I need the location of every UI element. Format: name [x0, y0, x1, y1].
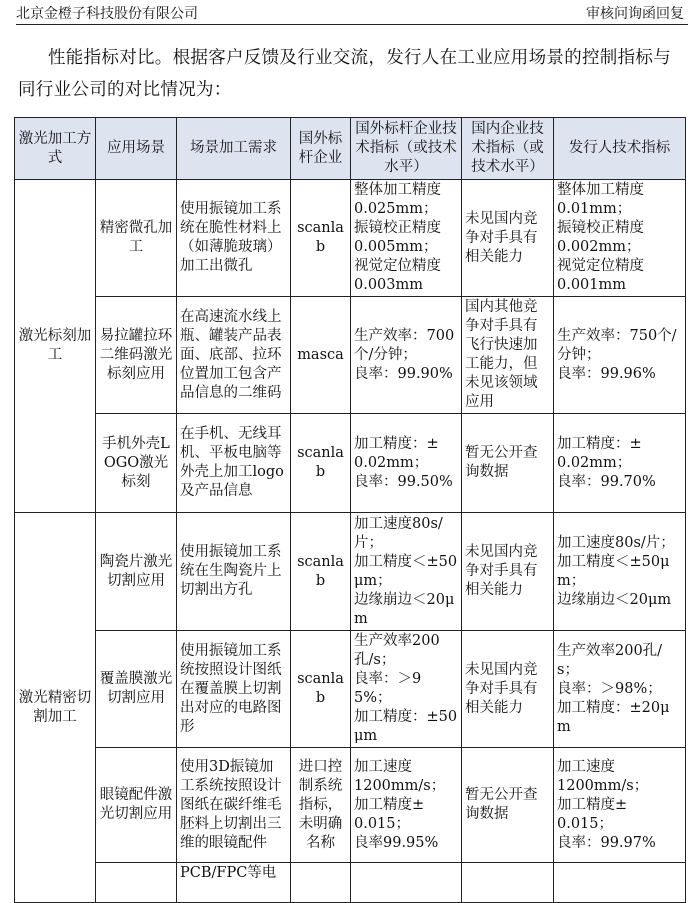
table-row	[15, 180, 686, 297]
domestic-cell: 国内其他竞争对手具有飞行快速加工能力，但未见该领域应用	[462, 297, 554, 414]
issuer-cell	[554, 748, 686, 863]
foreign-cell: scanlab	[291, 414, 351, 513]
col-header-domestic: 国内企业技术指标（或技术水平）	[462, 118, 554, 180]
need-cell: 在手机、无线耳机、平板电脑等外壳上加工logo及产品信息	[177, 414, 291, 513]
need-cell: 使用振镜加工系统在脆性材料上（如薄脆玻璃）加工出微孔	[177, 180, 291, 297]
domestic-cell	[462, 863, 554, 903]
table-header-row	[15, 118, 686, 180]
method-cell: 激光精密切割加工	[15, 513, 96, 903]
scene-cell: 眼镜配件激光切割应用	[96, 748, 177, 863]
domestic-cell: 未见国内竞争对手具有相关能力	[462, 180, 554, 297]
issuer-cell	[554, 513, 686, 631]
need-cell: 在高速流水线上瓶、罐装产品表面、底部、拉环位置加工包含产品信息的二维码	[177, 297, 291, 414]
scene-cell: 易拉罐拉环二维码激光标刻应用	[96, 297, 177, 414]
col-header-method: 激光加工方式	[15, 118, 96, 180]
intro-text: 性能指标对比。根据客户反馈及行业交流，发行人在工业应用场景的控制指标与同行业公司的对比情况为：	[18, 48, 671, 100]
issuer-cell	[554, 863, 686, 903]
issuer-text: 生产效率200孔/s； 良率：＞98%； 加工精度：±20μm	[557, 642, 670, 735]
issuer-text: 整体加工精度 0.01mm； 振镜校正精度 0.002mm； 视觉定位精度 0.001mm	[557, 182, 644, 293]
scene-cell: 陶瓷片激光切割应用	[96, 513, 177, 631]
table-row	[15, 631, 686, 748]
foreign-tech-text: 加工速度80s/片； 加工精度＜±50μm； 边缘崩边＜20μm	[354, 515, 458, 627]
foreign-tech-cell	[351, 748, 462, 863]
foreign-cell: masca	[291, 297, 351, 414]
scene-cell	[96, 863, 177, 903]
foreign-tech-cell	[351, 631, 462, 748]
issuer-text: 生产效率：750个/分钟； 良率：99.96%	[557, 327, 677, 382]
issuer-cell	[554, 297, 686, 414]
domestic-cell: 未见国内竞争对手具有相关能力	[462, 631, 554, 748]
document-type: 审核问询函回复	[586, 6, 684, 22]
domestic-cell: 未见国内竞争对手具有相关能力	[462, 513, 554, 631]
issuer-cell	[554, 180, 686, 297]
table-row	[15, 863, 686, 903]
foreign-cell: 进口控制系统指标，未明确名称	[291, 748, 351, 863]
comparison-table	[14, 117, 686, 903]
need-cell: 使用振镜加工系统在生陶瓷片上切割出方孔	[177, 513, 291, 631]
foreign-cell: scanlab	[291, 513, 351, 631]
domestic-cell: 暂无公开查询数据	[462, 748, 554, 863]
scene-cell: 覆盖膜激光切割应用	[96, 631, 177, 748]
table-row	[15, 748, 686, 863]
need-cell: PCB/FPC等电	[177, 863, 291, 903]
need-cell: 使用振镜加工系统按照设计图纸在覆盖膜上切割出对应的电路图形	[177, 631, 291, 748]
col-header-scene: 应用场景	[96, 118, 177, 180]
issuer-cell	[554, 414, 686, 513]
page-header	[16, 0, 688, 25]
foreign-tech-cell	[351, 863, 462, 903]
col-header-foreign: 国外标杆企业	[291, 118, 351, 180]
foreign-tech-cell	[351, 513, 462, 631]
issuer-cell	[554, 631, 686, 748]
col-header-need: 场景加工需求	[177, 118, 291, 180]
col-header-issuer: 发行人技术指标	[554, 118, 686, 180]
foreign-tech-text: 加工精度：± 0.02mm； 良率：99.50%	[354, 435, 453, 490]
issuer-text: 加工精度：± 0.02mm； 良率：99.70%	[557, 435, 656, 490]
foreign-tech-text: 加工速度 1200mm/s； 加工精度± 0.015； 良率99.95%	[354, 758, 446, 851]
foreign-tech-cell	[351, 180, 462, 297]
table-row	[15, 297, 686, 414]
table-row	[15, 414, 686, 513]
issuer-text: 加工速度80s/片； 加工精度＜±50μm； 边缘崩边＜20μm	[557, 534, 675, 608]
issuer-text: 加工速度 1200mm/s； 加工精度± 0.015； 良率：99.97%	[557, 758, 656, 851]
foreign-tech-text: 生产效率：700个/分钟； 良率：99.90%	[354, 327, 455, 382]
foreign-tech-text: 整体加工精度 0.025mm； 振镜校正精度 0.005mm； 视觉定位精度 0.003mm	[354, 182, 441, 293]
foreign-tech-cell	[351, 297, 462, 414]
foreign-tech-text: 生产效率200孔/s； 良率：＞95%； 加工精度：±50μm	[354, 633, 458, 744]
foreign-tech-cell	[351, 414, 462, 513]
company-name: 北京金橙子科技股份有限公司	[16, 6, 198, 22]
domestic-cell: 暂无公开查询数据	[462, 414, 554, 513]
foreign-cell	[291, 863, 351, 903]
table-row	[15, 513, 686, 631]
scene-cell: 手机外壳LOGO激光标刻	[96, 414, 177, 513]
foreign-cell: scanlab	[291, 180, 351, 297]
intro-paragraph	[18, 42, 684, 106]
scene-cell: 精密微孔加工	[96, 180, 177, 297]
foreign-cell: scanlab	[291, 631, 351, 748]
col-header-foreign-tech: 国外标杆企业技术指标（或技术水平）	[351, 118, 462, 180]
need-cell: 使用3D振镜加工系统按照设计图纸在碳纤维毛胚料上切割出三维的眼镜配件	[177, 748, 291, 863]
method-cell: 激光标刻加工	[15, 180, 96, 513]
